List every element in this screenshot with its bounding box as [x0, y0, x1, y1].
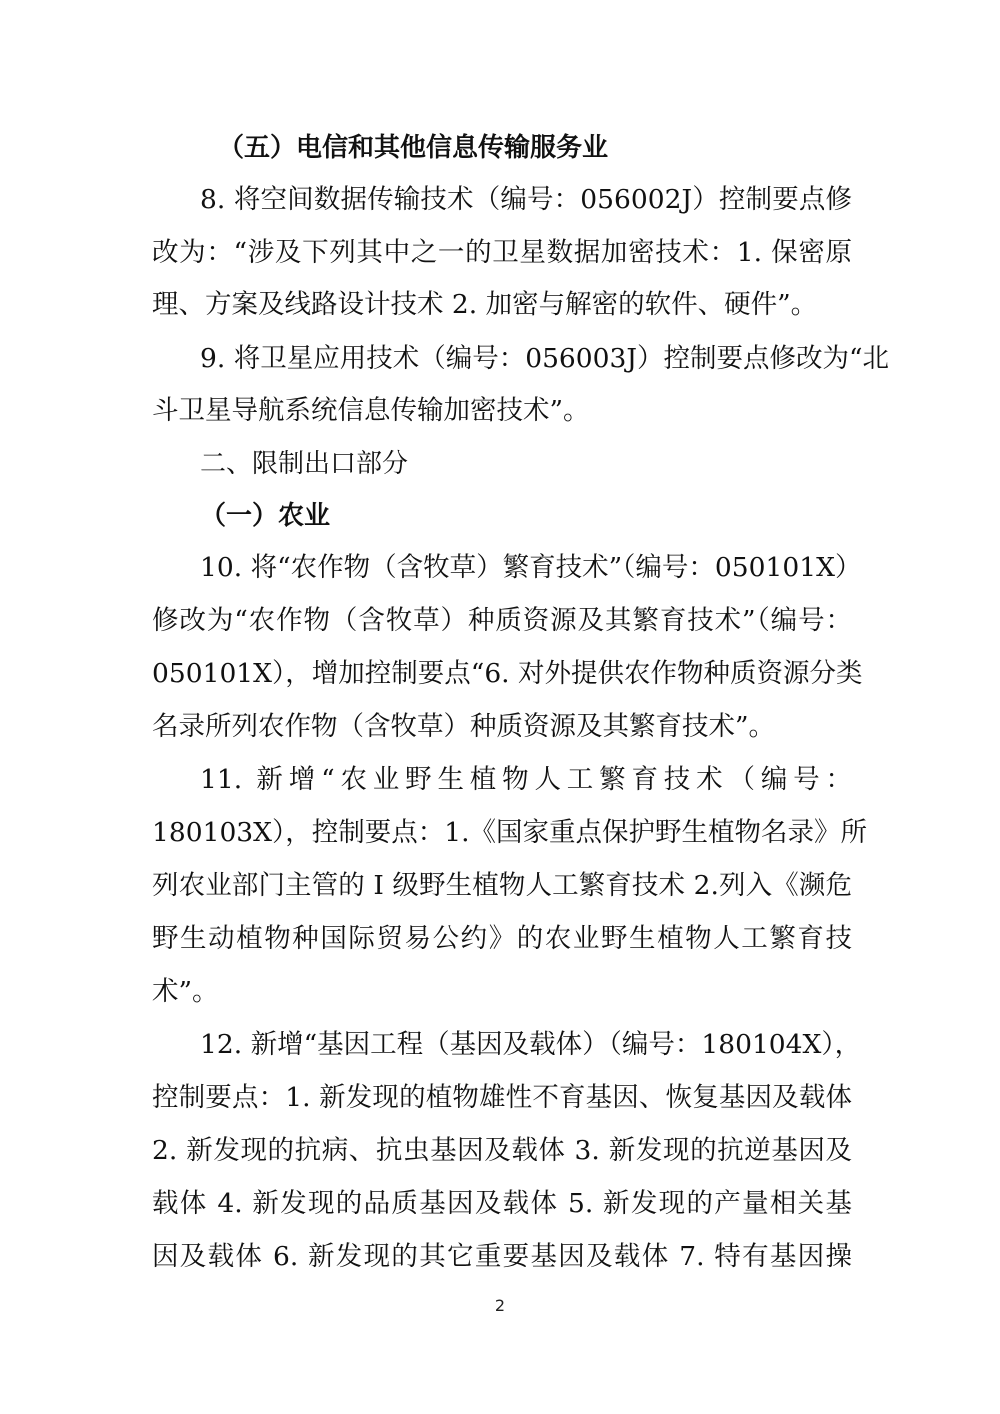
- paragraph-line: 因及载体 6. 新发现的其它重要基因及载体 7. 特有基因操: [152, 1241, 852, 1272]
- paragraph-line: 名录所列农作物（含牧草）种质资源及其繁育技术”。: [152, 711, 776, 742]
- paragraph-line: 12. 新增“基因工程（基因及载体）（编号：180104X），: [200, 1029, 862, 1060]
- paragraph-line: 列农业部门主管的 I 级野生植物人工繁育技术 2.列入《濒危: [152, 870, 852, 901]
- paragraph-line: 斗卫星导航系统信息传输加密技术”。: [152, 395, 590, 426]
- paragraph-line: 10. 将“农作物（含牧草）繁育技术”（编号：050101X）: [200, 552, 862, 583]
- paragraph-line: 修改为“农作物（含牧草）种质资源及其繁育技术”（编号：: [152, 605, 852, 636]
- paragraph-line: 控制要点：1. 新发现的植物雄性不育基因、恢复基因及载体: [152, 1082, 852, 1113]
- section-heading-agriculture: （一）农业: [200, 501, 331, 531]
- paragraph-line: 野生动植物种国际贸易公约》的农业野生植物人工繁育技: [152, 923, 852, 954]
- paragraph-line: 050101X），增加控制要点“6. 对外提供农作物种质资源分类: [152, 658, 863, 689]
- paragraph-line: 术”。: [152, 976, 219, 1007]
- paragraph-line: 9. 将卫星应用技术（编号：056003J）控制要点修改为“北: [200, 343, 890, 374]
- paragraph-line: 8. 将空间数据传输技术（编号：056002J）控制要点修: [200, 184, 852, 215]
- section-heading-telecom: （五）电信和其他信息传输服务业: [218, 133, 609, 163]
- page-number: 2: [494, 1296, 506, 1315]
- part-heading-restricted-export: 二、限制出口部分: [200, 449, 409, 479]
- paragraph-line: 11. 新增“农业野生植物人工繁育技术（编号：: [200, 764, 852, 795]
- paragraph-line: 载体 4. 新发现的品质基因及载体 5. 新发现的产量相关基: [152, 1188, 852, 1219]
- paragraph-line: 改为：“涉及下列其中之一的卫星数据加密技术：1. 保密原: [152, 237, 852, 268]
- paragraph-line: 180103X），控制要点：1.《国家重点保护野生植物名录》所: [152, 817, 868, 848]
- paragraph-line: 理、方案及线路设计技术 2. 加密与解密的软件、硬件”。: [152, 289, 818, 320]
- paragraph-line: 2. 新发现的抗病、抗虫基因及载体 3. 新发现的抗逆基因及: [152, 1135, 852, 1166]
